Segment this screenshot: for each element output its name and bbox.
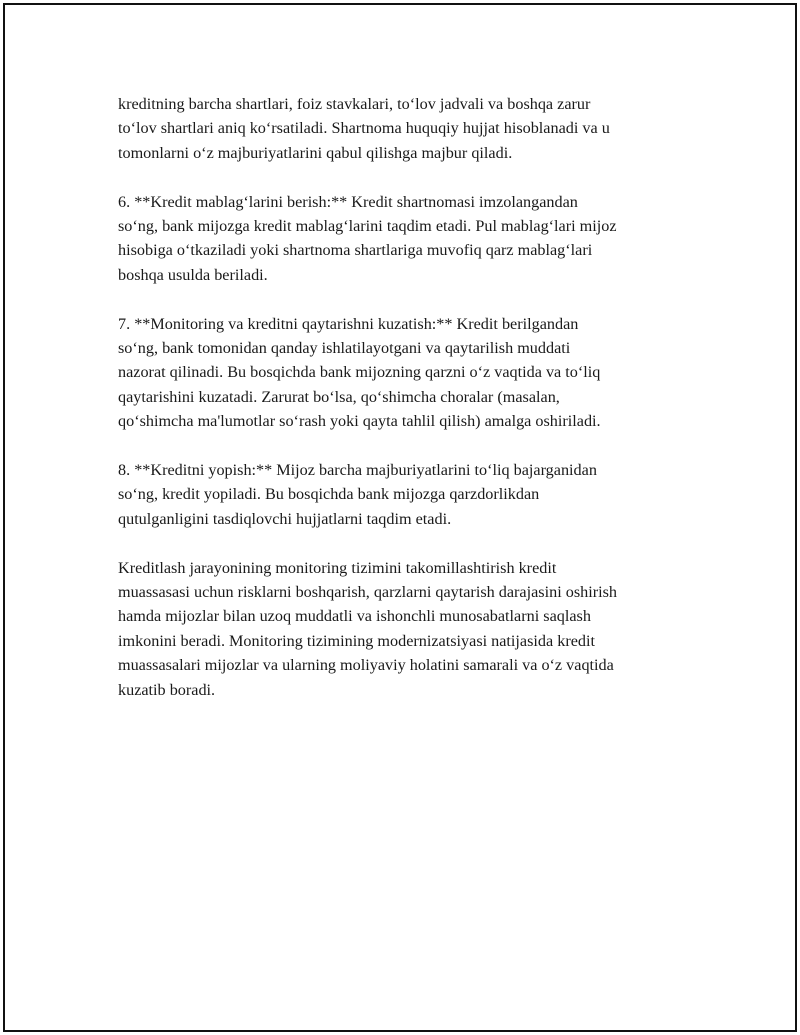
paragraph-conclusion (118, 556, 693, 702)
paragraph-step-6 (118, 190, 693, 288)
text-line: qaytarishini kuzatadi. Zarurat bo‘lsa, qo‘shimcha choralar (masalan, (118, 387, 560, 406)
paragraph-step-8 (118, 458, 693, 531)
text-line: to‘lov shartlari aniq ko‘rsatiladi. Shartnoma huquqiy hujjat hisoblanadi va u (118, 119, 610, 138)
text-line: so‘ng, bank tomonidan qanday ishlatilayotgani va qaytarilish muddati (118, 339, 571, 358)
text-line: 8. **Kreditni yopish:** Mijoz barcha majburiyatlarini to‘liq bajarganidan (118, 461, 597, 480)
text-line: muassasasi uchun risklarni boshqarish, qarzlarni qaytarish darajasini oshirish (118, 583, 617, 602)
text-line: hamda mijozlar bilan uzoq muddatli va ishonchli munosabatlarni saqlash (118, 607, 591, 626)
text-line: 7. **Monitoring va kreditni qaytarishni kuzatish:** Kredit berilgandan (118, 314, 579, 333)
text-line: boshqa usulda beriladi. (118, 265, 268, 284)
text-line: hisobiga o‘tkaziladi yoki shartnoma shartlariga muvofiq qarz mablag‘lari (118, 241, 593, 260)
text-line: Kreditlash jarayonining monitoring tizimini takomillashtirish kredit (118, 558, 557, 577)
text-line: muassasalari mijozlar va ularning moliyaviy holatini samarali va o‘z vaqtida (118, 656, 614, 675)
paragraph-step-7 (118, 312, 693, 434)
paragraph-contract-terms (118, 92, 693, 165)
text-line: qo‘shimcha ma'lumotlar so‘rash yoki qayta tahlil qilish) amalga oshiriladi. (118, 412, 601, 431)
text-line: so‘ng, kredit yopiladi. Bu bosqichda bank mijozga qarzdorlikdan (118, 485, 540, 504)
text-line: kuzatib boradi. (118, 680, 216, 699)
text-line: imkonini beradi. Monitoring tizimining modernizatsiyasi natijasida kredit (118, 631, 595, 650)
text-line: kreditning barcha shartlari, foiz stavkalari, to‘lov jadvali va boshqa zarur (118, 95, 591, 113)
text-line: qutulganligini tasdiqlovchi hujjatlarni taqdim etadi. (118, 509, 452, 528)
text-line: tomonlarni o‘z majburiyatlarini qabul qilishga majbur qiladi. (118, 143, 513, 162)
text-line: so‘ng, bank mijozga kredit mablag‘larini taqdim etadi. Pul mablag‘lari mijoz (118, 217, 617, 236)
document-body (118, 92, 693, 726)
text-line: nazorat qilinadi. Bu bosqichda bank mijozning qarzni o‘z vaqtida va to‘liq (118, 363, 601, 382)
text-line: 6. **Kredit mablag‘larini berish:** Kredit shartnomasi imzolangandan (118, 192, 578, 211)
